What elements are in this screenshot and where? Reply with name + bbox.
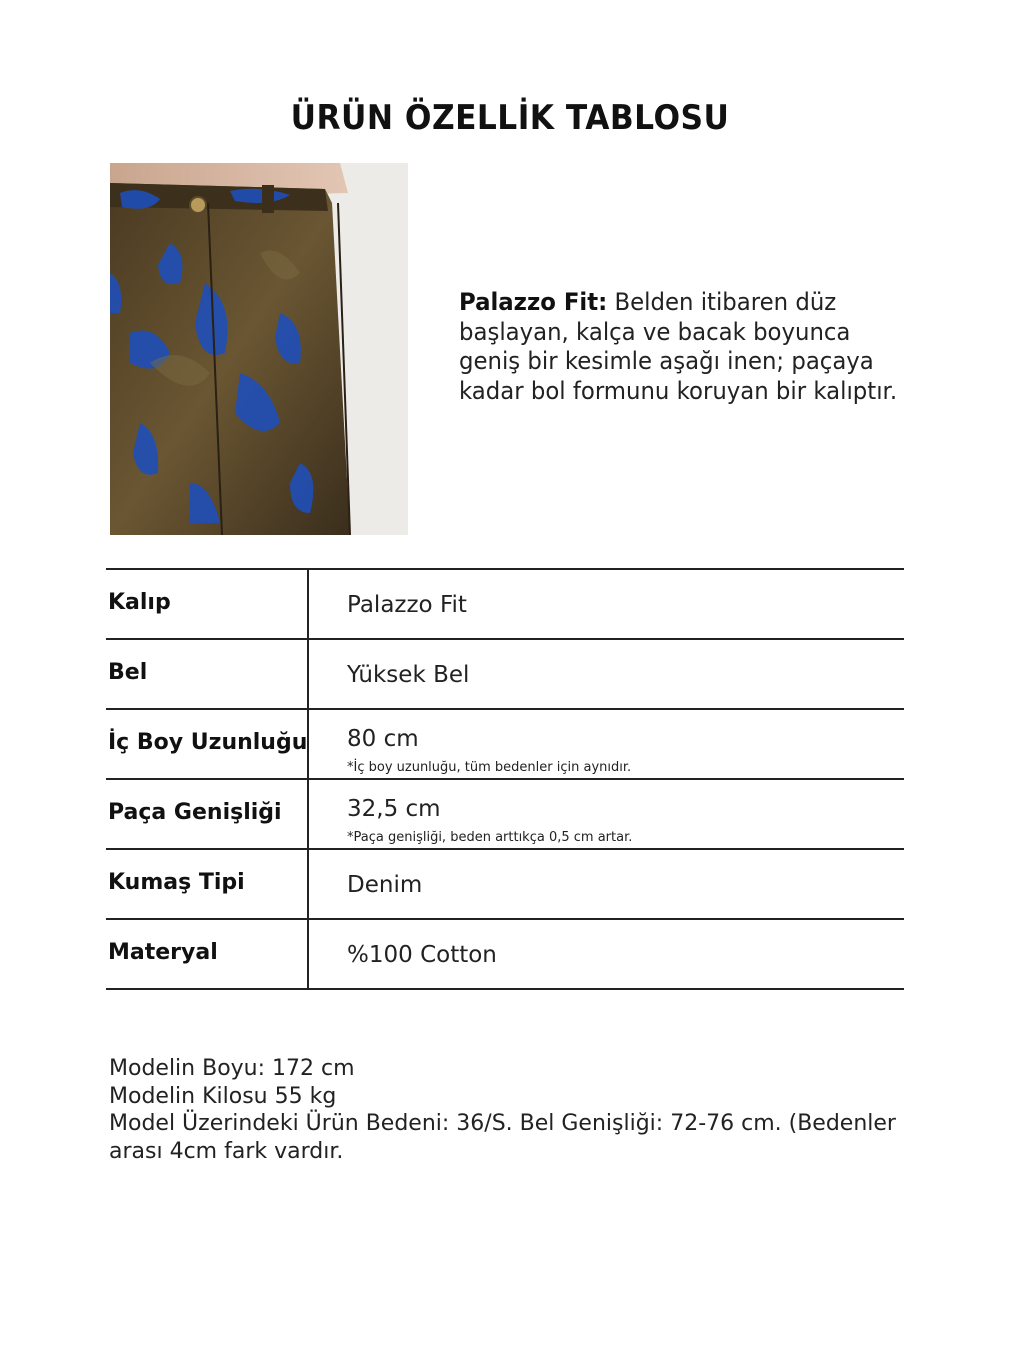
model-info (109, 1055, 899, 1165)
column-divider (307, 570, 309, 638)
spec-table (106, 568, 904, 990)
spec-row-bel (106, 640, 904, 710)
spec-note: *Paça genişliği, beden arttıkça 0,5 cm artar. (347, 830, 633, 845)
column-divider (307, 850, 309, 918)
spec-label: İç Boy Uzunluğu (108, 730, 308, 755)
spec-label: Paça Genişliği (108, 800, 282, 825)
spec-value: 80 cm (347, 726, 419, 752)
spec-row-kumas (106, 850, 904, 920)
fit-description (459, 288, 906, 406)
spec-value: 32,5 cm (347, 796, 441, 822)
product-photo (110, 163, 408, 535)
spec-label: Bel (108, 660, 148, 685)
spec-note: *İç boy uzunluğu, tüm bedenler için aynıdır. (347, 760, 632, 775)
model-height: Modelin Boyu: 172 cm (109, 1056, 355, 1081)
spec-row-paca (106, 780, 904, 850)
model-weight: Modelin Kilosu 55 kg (109, 1083, 337, 1109)
spec-row-ic-boy (106, 710, 904, 780)
spec-row-kalip (106, 570, 904, 640)
fit-text: Belden itibaren düz başlayan, kalça ve bacak boyunca geniş bir kesimle aşağı inen; paçaya kadar bol formunu koruyan bir kalıptır. (459, 288, 898, 405)
column-divider (307, 920, 309, 988)
spec-row-materyal (106, 920, 904, 990)
spec-value: Yüksek Bel (347, 662, 470, 688)
spec-label: Kumaş Tipi (108, 870, 245, 895)
spec-label: Materyal (108, 940, 218, 965)
spec-value: Palazzo Fit (347, 592, 467, 618)
spec-value: %100 Cotton (347, 942, 497, 968)
column-divider (307, 710, 309, 778)
model-size: Model Üzerindeki Ürün Bedeni: 36/S. Bel Genişliği: 72-76 cm. (Bedenler arası 4cm fark vardır. (109, 1111, 896, 1164)
column-divider (307, 640, 309, 708)
column-divider (307, 780, 309, 848)
fit-term: Palazzo Fit: (459, 288, 608, 316)
denim-trousers-photo-icon (110, 163, 408, 535)
spec-value: Denim (347, 872, 423, 898)
spec-label: Kalıp (108, 590, 171, 615)
page-title: ÜRÜN ÖZELLİK TABLOSU (290, 98, 730, 138)
